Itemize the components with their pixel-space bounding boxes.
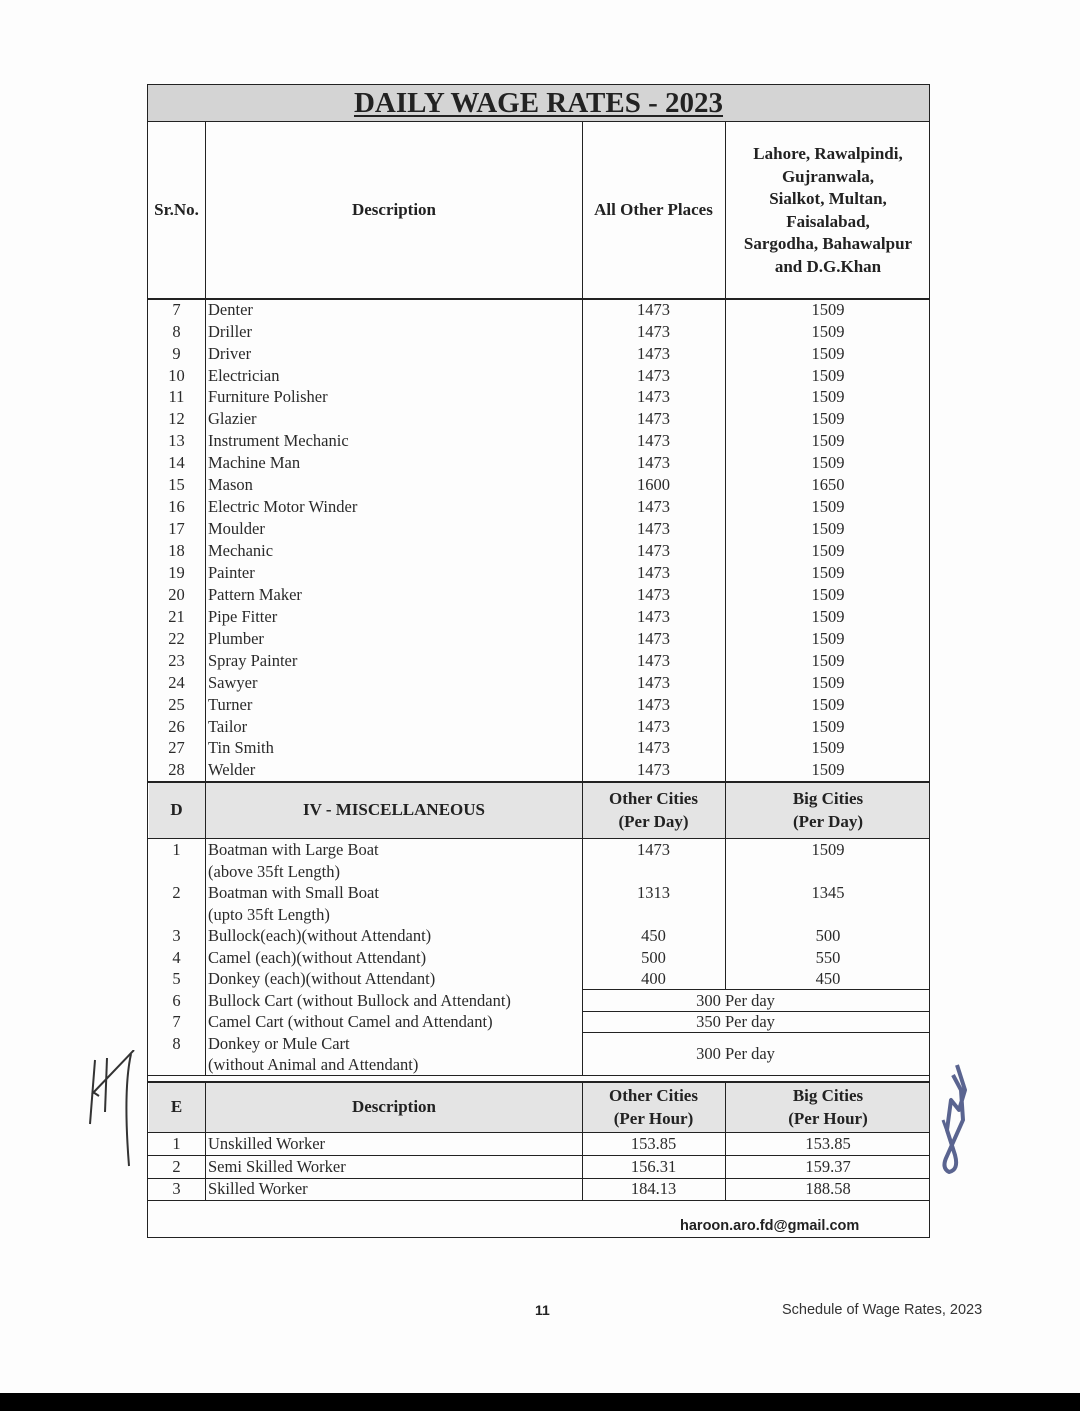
row-other: 1473 xyxy=(637,563,670,582)
row-sr: 27 xyxy=(168,738,185,757)
section-e-col-big xyxy=(726,1083,930,1132)
row-big: 1509 xyxy=(811,673,845,692)
row-desc: Skilled Worker xyxy=(208,1179,308,1198)
row-big: 188.58 xyxy=(805,1179,851,1198)
row-sr: 1 xyxy=(172,840,181,859)
row-big: 159.37 xyxy=(805,1157,851,1176)
title-band xyxy=(148,85,929,122)
row-sr: 9 xyxy=(172,344,181,363)
header-big-cities-line: Gujranwala, xyxy=(781,166,875,186)
row-other: 1473 xyxy=(637,322,670,341)
row-sr: 4 xyxy=(172,948,181,967)
header-big-cities-line: Sialkot, Multan, xyxy=(769,189,887,208)
row-desc: Camel Cart (without Camel and Attendant) xyxy=(208,1012,493,1031)
row-other: 1473 xyxy=(637,431,670,450)
row-big: 1509 xyxy=(811,366,845,385)
row-big: 1509 xyxy=(811,651,845,670)
header-big-cities xyxy=(726,122,930,299)
row-other: 1473 xyxy=(637,409,670,428)
col-label: Other Cities xyxy=(609,1086,698,1105)
row-big: 1509 xyxy=(811,738,845,757)
row-other: 500 xyxy=(641,948,666,967)
col-label: Big Cities xyxy=(792,1086,864,1105)
row-other: 1473 xyxy=(637,607,670,626)
header-big-cities-line: Sargodha, Bahawalpur xyxy=(743,234,913,253)
row-desc: Pipe Fitter xyxy=(208,607,278,626)
row-sr: 7 xyxy=(172,300,181,319)
row-other: 184.13 xyxy=(630,1179,677,1198)
row-other: 1473 xyxy=(637,366,670,385)
row-desc: Donkey or Mule Cart xyxy=(208,1034,350,1053)
row-merged-rate: 300 Per day xyxy=(696,991,775,1010)
col-label: (Per Hour) xyxy=(613,1108,694,1128)
row-desc: Painter xyxy=(208,563,255,582)
row-desc: Machine Man xyxy=(208,453,301,472)
row-big: 1509 xyxy=(811,387,845,406)
row-desc: Bullock Cart (without Bullock and Attendant) xyxy=(208,991,511,1010)
row-other: 1473 xyxy=(637,695,670,714)
row-big: 1509 xyxy=(811,717,845,736)
row-other: 1473 xyxy=(637,738,670,757)
row-desc: Driller xyxy=(208,322,252,341)
col-label: (Per Day) xyxy=(792,811,864,831)
row-other: 1313 xyxy=(637,883,670,902)
row-big: 1509 xyxy=(811,344,845,363)
row-desc: Driver xyxy=(208,344,252,363)
col-label: Other Cities xyxy=(609,789,698,808)
row-sr: 19 xyxy=(168,563,185,582)
page-number: 11 xyxy=(535,1302,550,1318)
row-desc: Boatman with Large Boat xyxy=(208,840,379,859)
row-other: 1473 xyxy=(637,497,670,516)
row-desc: Electric Motor Winder xyxy=(208,497,358,516)
section-e-title: Description xyxy=(351,1097,437,1117)
section-e-code: E xyxy=(170,1097,183,1117)
section-e-col-other xyxy=(583,1083,724,1132)
row-desc: Unskilled Worker xyxy=(208,1134,326,1153)
row-desc: Electrician xyxy=(208,366,280,385)
row-desc: Furniture Polisher xyxy=(208,387,328,406)
row-sr: 6 xyxy=(172,991,181,1010)
row-other: 153.85 xyxy=(630,1134,677,1153)
row-sr: 14 xyxy=(168,453,185,472)
row-sr: 25 xyxy=(168,695,185,714)
row-other: 1473 xyxy=(637,344,670,363)
row-merged-rate: 350 Per day xyxy=(696,1012,775,1031)
row-big: 1509 xyxy=(811,563,845,582)
section-d-col-other xyxy=(583,783,724,838)
row-sr: 15 xyxy=(168,475,185,494)
row-sr: 23 xyxy=(168,651,185,670)
row-desc: Instrument Mechanic xyxy=(208,431,349,450)
row-desc: Semi Skilled Worker xyxy=(208,1157,346,1176)
row-sr: 8 xyxy=(172,1034,181,1053)
row-big: 1509 xyxy=(811,760,845,779)
row-sr: 1 xyxy=(172,1134,181,1153)
row-sr: 22 xyxy=(168,629,185,648)
row-sr: 20 xyxy=(168,585,185,604)
header-all-other-places: All Other Places xyxy=(594,200,713,220)
row-desc: Donkey (each)(without Attendant) xyxy=(208,969,436,988)
row-desc: Spray Painter xyxy=(208,651,298,670)
row-other: 1473 xyxy=(637,387,670,406)
row-desc-sub: (above 35ft Length) xyxy=(208,862,340,881)
row-other: 400 xyxy=(641,969,666,988)
header-big-cities-line: and D.G.Khan xyxy=(774,256,882,276)
row-other: 1473 xyxy=(637,673,670,692)
row-sr: 17 xyxy=(168,519,185,538)
bottom-black-bar xyxy=(0,1393,1080,1411)
row-other: 1473 xyxy=(637,840,670,859)
row-big: 1509 xyxy=(811,541,845,560)
row-big: 1509 xyxy=(811,519,845,538)
row-sr: 7 xyxy=(172,1012,181,1031)
row-desc: Boatman with Small Boat xyxy=(208,883,379,902)
header-sr-no: Sr.No. xyxy=(154,200,199,220)
row-big: 1650 xyxy=(811,475,845,494)
row-merged-rate: 300 Per day xyxy=(696,1044,775,1063)
contact-email: haroon.aro.fd@gmail.com xyxy=(680,1218,860,1234)
row-desc: Plumber xyxy=(208,629,264,648)
row-big: 1509 xyxy=(811,585,845,604)
row-desc: Glazier xyxy=(208,409,257,428)
row-sr: 21 xyxy=(168,607,185,626)
row-big: 500 xyxy=(815,926,841,945)
row-big: 1509 xyxy=(811,840,845,859)
row-sr: 5 xyxy=(172,969,181,988)
row-big: 1509 xyxy=(811,497,845,516)
row-desc: Welder xyxy=(208,760,256,779)
row-desc: Sawyer xyxy=(208,673,258,692)
row-desc: Camel (each)(without Attendant) xyxy=(208,948,427,967)
row-desc: Denter xyxy=(208,300,253,319)
rule-e-row-3 xyxy=(148,1200,930,1201)
section-d-title: IV - MISCELLANEOUS xyxy=(302,800,485,820)
page-title: DAILY WAGE RATES - 2023 xyxy=(353,87,724,119)
row-sr: 2 xyxy=(172,883,181,902)
row-sr: 16 xyxy=(168,497,185,516)
row-big: 1509 xyxy=(811,431,845,450)
row-other: 1473 xyxy=(637,541,670,560)
header-big-cities-line: Faisalabad, xyxy=(786,211,870,231)
row-big: 153.85 xyxy=(805,1134,851,1153)
row-other: 1473 xyxy=(637,717,670,736)
row-sr: 26 xyxy=(168,717,185,736)
section-d-col-big xyxy=(726,783,930,838)
row-sr: 2 xyxy=(172,1157,181,1176)
row-big: 1509 xyxy=(811,300,845,319)
header-big-cities-line: Lahore, Rawalpindi, xyxy=(753,144,903,163)
row-big: 1345 xyxy=(811,883,845,902)
section-d-code: D xyxy=(170,800,183,820)
row-other: 1473 xyxy=(637,651,670,670)
row-desc: Turner xyxy=(208,695,253,714)
row-desc: Mason xyxy=(208,475,253,494)
row-other: 1473 xyxy=(637,300,670,319)
header-description: Description xyxy=(351,200,437,220)
row-other: 156.31 xyxy=(630,1157,677,1176)
row-sr: 3 xyxy=(172,926,181,945)
row-desc: Tin Smith xyxy=(208,738,274,757)
row-other: 1473 xyxy=(637,629,670,648)
row-other: 1600 xyxy=(637,475,670,494)
signature-left-icon xyxy=(85,1050,145,1175)
row-sr: 18 xyxy=(168,541,185,560)
col-label: (Per Day) xyxy=(618,811,689,831)
col-label: Big Cities xyxy=(792,789,864,808)
row-other: 450 xyxy=(641,926,666,945)
row-sr: 24 xyxy=(168,673,185,692)
signature-right-icon xyxy=(935,1060,975,1180)
row-desc: Mechanic xyxy=(208,541,274,560)
row-sr: 11 xyxy=(168,387,185,406)
row-big: 550 xyxy=(815,948,841,967)
rule-col-sr xyxy=(205,122,206,1076)
row-desc-sub: (upto 35ft Length) xyxy=(208,905,330,924)
row-big: 1509 xyxy=(811,409,845,428)
row-big: 1509 xyxy=(811,322,845,341)
row-desc: Tailor xyxy=(208,717,248,736)
row-desc: Bullock(each)(without Attendant) xyxy=(208,926,432,945)
row-big: 1509 xyxy=(811,629,845,648)
row-other: 1473 xyxy=(637,760,670,779)
row-desc-sub: (without Animal and Attendant) xyxy=(208,1055,419,1074)
row-big: 1509 xyxy=(811,607,845,626)
row-sr: 10 xyxy=(168,366,185,385)
row-desc: Pattern Maker xyxy=(208,585,302,604)
row-big: 450 xyxy=(815,969,841,988)
row-sr: 28 xyxy=(168,760,185,779)
row-other: 1473 xyxy=(637,453,670,472)
row-sr: 3 xyxy=(172,1179,181,1198)
row-big: 1509 xyxy=(811,453,845,472)
row-sr: 8 xyxy=(172,322,181,341)
row-big: 1509 xyxy=(811,695,845,714)
row-sr: 12 xyxy=(168,409,185,428)
row-other: 1473 xyxy=(637,585,670,604)
footer-doc-title: Schedule of Wage Rates, 2023 xyxy=(782,1302,983,1318)
row-desc: Moulder xyxy=(208,519,265,538)
col-label: (Per Hour) xyxy=(788,1108,868,1128)
row-sr: 13 xyxy=(168,431,185,450)
row-other: 1473 xyxy=(637,519,670,538)
